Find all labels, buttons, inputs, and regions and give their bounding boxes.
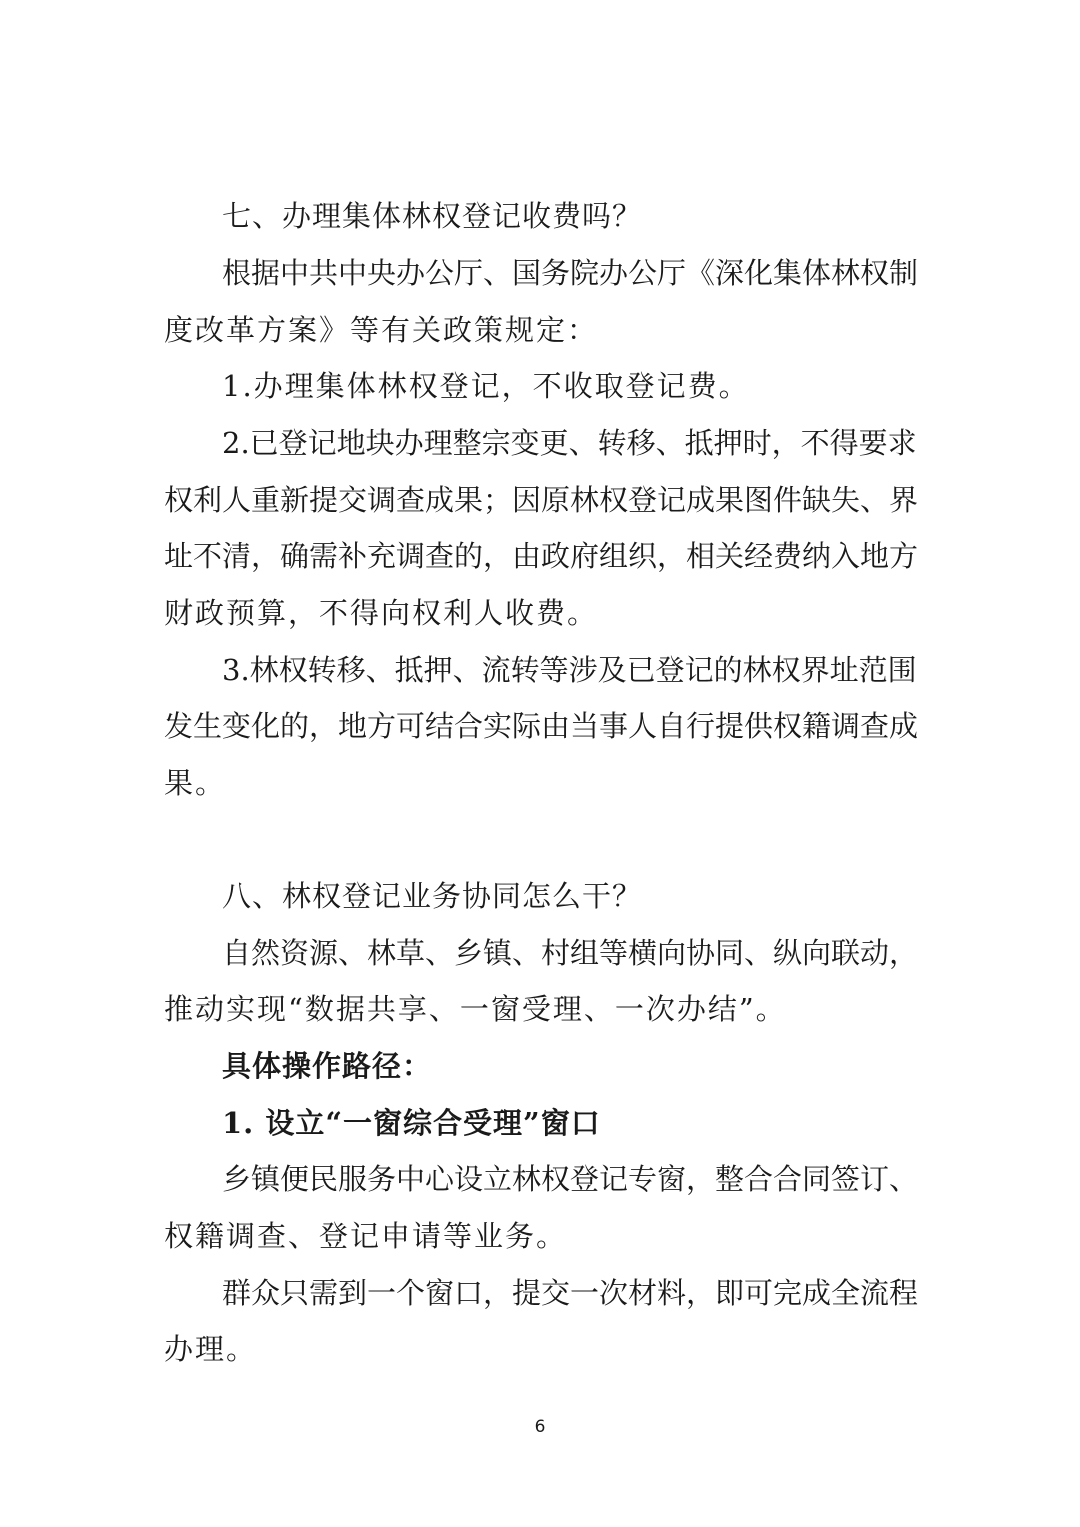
- document-page: [164, 0, 919, 1527]
- page-number: 6: [534, 1417, 546, 1437]
- step-1-para-1-line-1: 乡镇便民服务中心设立林权登记专窗，整合合同签订、: [222, 1162, 919, 1196]
- section-7-heading: 七、办理集体林权登记收费吗？: [222, 199, 643, 233]
- section-7-intro-line-2: 度改革方案》等有关政策规定：: [164, 313, 599, 347]
- section-7-item-3-line-2: 发生变化的，地方可结合实际由当事人自行提供权籍调查成: [164, 709, 919, 743]
- section-8-heading: 八、林权登记业务协同怎么干？: [222, 879, 643, 913]
- step-1-para-2-line-2: 办理。: [164, 1332, 258, 1366]
- section-7-item-2-line-1: 2.已登记地块办理整宗变更、转移、抵押时，不得要求: [222, 426, 917, 460]
- section-7-item-1: 1.办理集体林权登记，不收取登记费。: [222, 369, 750, 403]
- section-8-intro-line-1: 自然资源、林草、乡镇、村组等横向协同、纵向联动，: [222, 936, 919, 970]
- section-7-item-2-line-3: 址不清，确需补充调查的，由政府组织，相关经费纳入地方: [164, 539, 919, 573]
- section-7-item-3-line-1: 3.林权转移、抵押、流转等涉及已登记的林权界址范围: [222, 653, 917, 687]
- section-7-item-2-line-4: 财政预算，不得向权利人收费。: [164, 596, 599, 630]
- step-1-title: 1. 设立“一窗综合受理”窗口: [222, 1106, 601, 1140]
- section-7-item-2-line-2: 权利人重新提交调查成果；因原林权登记成果图件缺失、界: [164, 483, 919, 517]
- section-8-intro-line-2: 推动实现“数据共享、一窗受理、一次办结”。: [164, 992, 787, 1026]
- section-7-intro-line-1: 根据中共中央办公厅、国务院办公厅《深化集体林权制: [222, 256, 919, 290]
- section-7-item-3-line-3: 果。: [164, 766, 227, 800]
- step-1-para-1-line-2: 权籍调查、登记申请等业务。: [164, 1219, 568, 1253]
- operation-path-label: 具体操作路径：: [222, 1049, 433, 1083]
- step-1-para-2-line-1: 群众只需到一个窗口，提交一次材料，即可完成全流程: [222, 1276, 919, 1310]
